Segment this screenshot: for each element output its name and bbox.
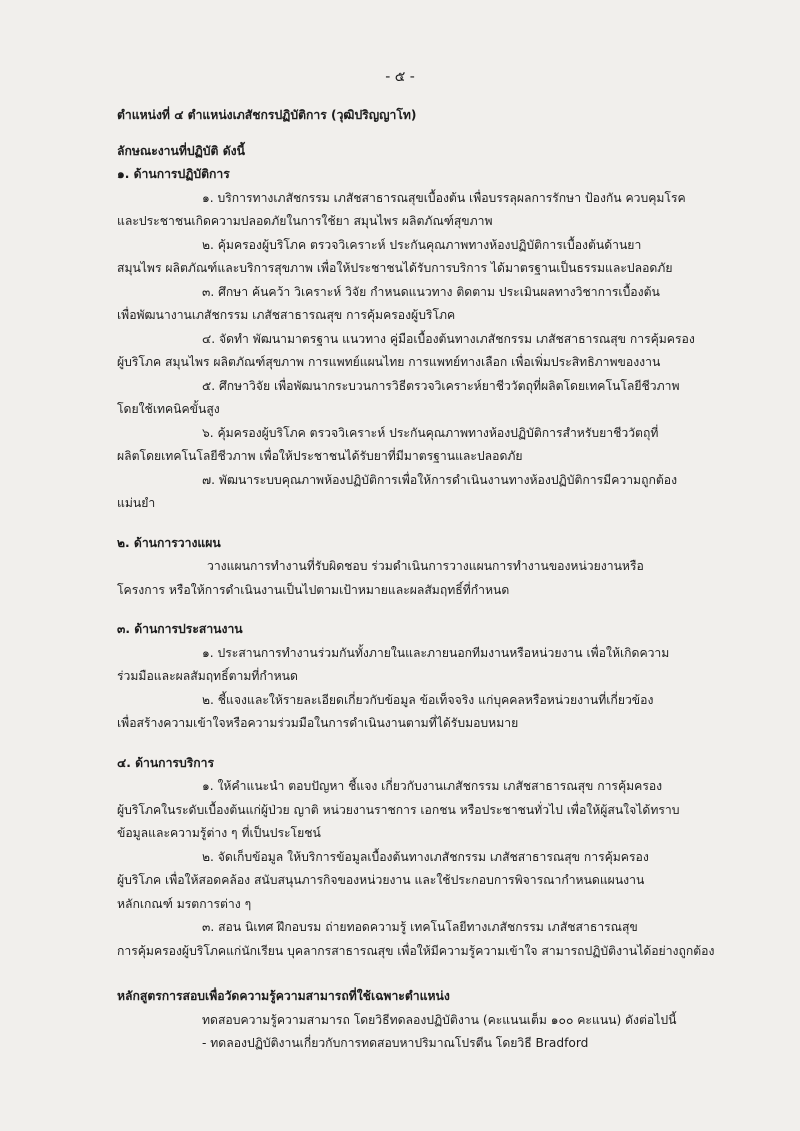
list-item: ๒. คุ้มครองผู้บริโภค ตรวจวิเคราะห์ ประกันคุณภาพทางห้องปฏิบัติการเบื้องต้นด้านยา xyxy=(202,237,642,252)
list-item-cont: ร่วมมือและผลสัมฤทธิ์ตามที่กำหนด xyxy=(117,669,298,683)
list-item-cont: หลักเกณฑ์ มรตการต่าง ๆ xyxy=(117,896,252,911)
exam-line: - ทดลองปฏิบัติงานเกี่ยวกับการทดสอบหาปริมาณโปรตีน โดยวิธี Bradford xyxy=(202,1036,589,1050)
section-heading: ๓. ด้านการประสานงาน xyxy=(117,622,243,636)
list-item-cont: การคุ้มครองผู้บริโภคแก่นักเรียน บุคลากรสาธารณสุข เพื่อให้มีความรู้ความเข้าใจ สามารถปฏิบัติงานได้อย่างถูกต้อง xyxy=(117,943,715,958)
list-item: ๓. สอน นิเทศ ฝึกอบรม ถ่ายทอดความรู้ เทคโนโลยีทางเภสัชกรรม เภสัชสาธารณสุข xyxy=(202,920,638,934)
paragraph-first: วางแผนการทำงานที่รับผิดชอบ ร่วมดำเนินการวางแผนการทำงานของหน่วยงานหรือ xyxy=(207,559,644,573)
document-body xyxy=(117,104,727,1056)
list-item-cont: ข้อมูลและความรู้ต่าง ๆ ที่เป็นประโยชน์ xyxy=(117,826,321,840)
list-item: ๒. จัดเก็บข้อมูล ให้บริการข้อมูลเบื้องต้นทางเภสัชกรรม เภสัชสาธารณสุข การคุ้มครอง xyxy=(202,849,649,864)
list-item: ๒. ชี้แจงและให้รายละเอียดเกี่ยวกับข้อมูล ข้อเท็จจริง แก่บุคคลหรือหน่วยงานที่เกี่ยวข้อง xyxy=(202,692,654,707)
list-item: ๗. พัฒนาระบบคุณภาพห้องปฏิบัติการเพื่อให้การดำเนินงานทางห้องปฏิบัติการมีความถูกต้อง xyxy=(202,472,678,487)
list-item-cont: เพื่อพัฒนางานเภสัชกรรม เภสัชสาธารณสุข การคุ้มครองผู้บริโภค xyxy=(117,308,456,322)
list-item: ๑. ให้คำแนะนำ ตอบปัญหา ชี้แจง เกี่ยวกับงานเภสัชกรรม เภสัชสาธารณสุข การคุ้มครอง xyxy=(202,779,663,793)
list-item: ๕. ศึกษาวิจัย เพื่อพัฒนากระบวนการวิธีตรวจวิเคราะห์ยาชีววัตถุที่ผลิตโดยเทคโนโลยีชีวภาพ xyxy=(202,378,680,393)
list-item: ๑. ประสานการทำงานร่วมกันทั้งภายในและภายนอกทีมงานหรือหน่วยงาน เพื่อให้เกิดความ xyxy=(202,645,670,660)
section-heading: ๔. ด้านการบริการ xyxy=(117,755,215,770)
paragraph-cont: โครงการ หรือให้การดำเนินงานเป็นไปตามเป้าหมายและผลสัมฤทธิ์ที่กำหนด xyxy=(117,582,510,597)
list-item: ๓. ศึกษา ค้นคว้า วิเคราะห์ วิจัย กำหนดแนวทาง ติดตาม ประเมินผลทางวิชาการเบื้องต้น xyxy=(202,284,660,299)
list-item-cont: แม่นยำ xyxy=(117,496,156,510)
list-item-cont: เพื่อสร้างความเข้าใจหรือความร่วมมือในการดำเนินงานตามที่ได้รับมอบหมาย xyxy=(117,716,519,730)
section-heading: ๒. ด้านการวางแผน xyxy=(117,535,221,550)
list-item-cont: สมุนไพร ผลิตภัณฑ์และบริการสุขภาพ เพื่อให้ประชาชนได้รับการบริการ ได้มาตรฐานเป็นธรรมและปลอดภัย xyxy=(117,261,673,275)
list-item-cont: และประชาชนเกิดความปลอดภัยในการใช้ยา สมุนไพร ผลิตภัณฑ์สุขภาพ xyxy=(117,214,493,228)
list-item-cont: ผู้บริโภคในระดับเบื้องต้นแก่ผู้ป่วย ญาติ หน่วยงานราชการ เอกชน หรือประชาชนทั่วไป เพื่อให้ผู้สนใจได้ทราบ xyxy=(117,802,680,817)
exam-line: ทดสอบความรู้ความสามารถ โดยวิธีทดลองปฏิบัติงาน (คะแนนเต็ม ๑๐๐ คะแนน) ดังต่อไปนี้ xyxy=(202,1012,677,1027)
page-number: - ๕ - xyxy=(385,69,415,85)
list-item: ๔. จัดทำ พัฒนามาตรฐาน แนวทาง คู่มือเบื้องต้นทางเภสัชกรรม เภสัชสาธารณสุข การคุ้มครอง xyxy=(202,331,695,346)
exam-heading: หลักสูตรการสอบเพื่อวัดความรู้ความสามารถที่ใช้เฉพาะตำแหน่ง xyxy=(117,989,450,1003)
list-item-cont: ผู้บริโภค สมุนไพร ผลิตภัณฑ์สุขภาพ การแพทย์แผนไทย การแพทย์ทางเลือก เพื่อเพิ่มประสิทธิภาพของงาน xyxy=(117,355,661,369)
list-item-cont: ผู้บริโภค เพื่อให้สอดคล้อง สนับสนุนภารกิจของหน่วยงาน และใช้ประกอบการพิจารณากำหนดแผนงาน xyxy=(117,873,645,887)
position-title: ตำแหน่งที่ ๔ ตำแหน่งเภสัชกรปฏิบัติการ (วุฒิปริญญาโท) xyxy=(117,108,417,122)
list-item-cont: ผลิตโดยเทคโนโลยีชีวภาพ เพื่อให้ประชาชนได้รับยาที่มีมาตรฐานและปลอดภัย xyxy=(117,449,523,463)
list-item: ๑. บริการทางเภสัชกรรม เภสัชสาธารณสุขเบื้องต้น เพื่อบรรลุผลการรักษา ป้องกัน ควบคุมโรค xyxy=(202,190,686,205)
duties-heading: ลักษณะงานที่ปฏิบัติ ดังนี้ xyxy=(117,143,245,158)
list-item-cont: โดยใช้เทคนิคขั้นสูง xyxy=(117,402,220,416)
list-item: ๖. คุ้มครองผู้บริโภค ตรวจวิเคราะห์ ประกันคุณภาพทางห้องปฏิบัติการสำหรับยาชีววัตถุที่ xyxy=(202,425,659,440)
section-heading: ๑. ด้านการปฏิบัติการ xyxy=(117,167,230,181)
